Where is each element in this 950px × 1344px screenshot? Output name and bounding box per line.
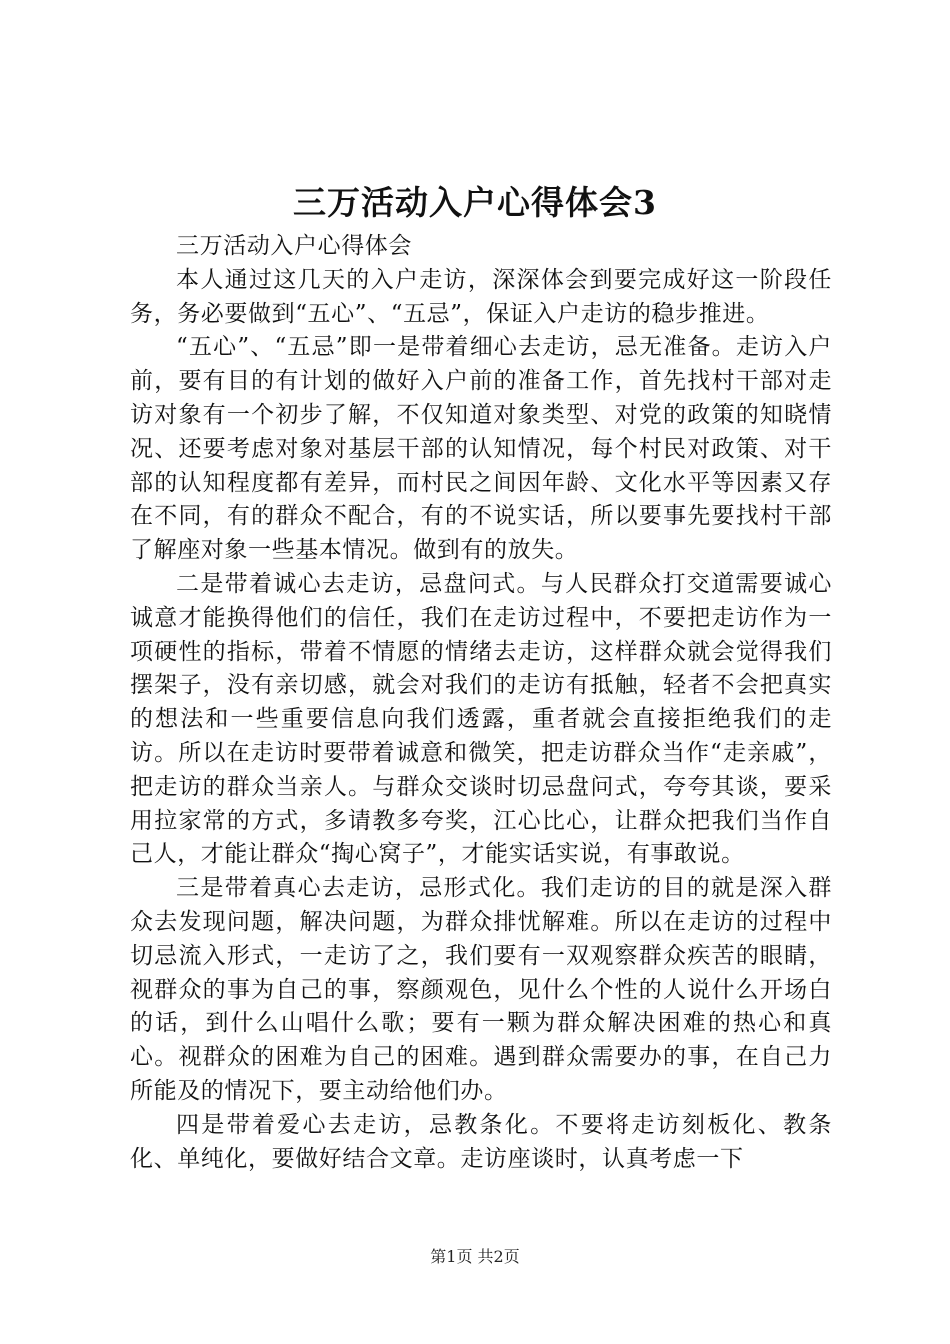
document-body	[130, 230, 832, 1176]
paragraph-point-one: “五心”、“五忌”即一是带着细心去走访，忌无准备。走访入户前，要有目的有计划的做好入户前的准备工作，首先找村干部对走访对象有一个初步了解，不仅知道对象类型、对党的政策的知晓情况、还要考虑对象对基层干部的认知情况，每个村民对政策、对干部的认知程度都有差异，而村民之间因年龄、文化水平等因素又存在不同，有的群众不配合，有的不说实话，所以要事先要找村干部了解座对象一些基本情况。做到有的放失。	[130, 334, 832, 564]
page-total: 共2页	[477, 1247, 520, 1266]
document-title: 三万活动入户心得体会3	[293, 183, 657, 222]
paragraph-point-three: 三是带着真心去走访，忌形式化。我们走访的目的就是深入群众去发现问题，解决问题，为群众排忧解难。所以在走访的过程中切忌流入形式，一走访了之，我们要有一双观察群众疾苦的眼睛，视群众的事为自己的事，察颜观色，见什么个性的人说什么开场白的话，到什么山唱什么歌；要有一颗为群众解决困难的热心和真心。视群众的困难为自己的困难。遇到群众需要办的事，在自己力所能及的情况下，要主动给他们办。	[130, 875, 832, 1104]
paragraph-intro: 本人通过这几天的入户走访，深深体会到要完成好这一阶段任务，务必要做到“五心”、“五忌”，保证入户走访的稳步推进。	[130, 266, 832, 327]
page-footer	[0, 1246, 950, 1268]
page-number: 第1页	[430, 1247, 473, 1266]
paragraph-point-two: 二是带着诚心去走访，忌盘问式。与人民群众打交道需要诚心诚意才能换得他们的信任，我们在走访过程中，不要把走访作为一项硬性的指标，带着不情愿的情绪去走访，这样群众就会觉得我们摆架子，没有亲切感，就会对我们的走访有抵触，轻者不会把真实的想法和一些重要信息向我们透露，重者就会直接拒绝我们的走访。所以在走访时要带着诚意和微笑，把走访群众当作“走亲戚”，把走访的群众当亲人。与群众交谈时切忌盘问式，夸夸其谈，要采用拉家常的方式，多请教多夸奖，江心比心，让群众把我们当作自己人，才能让群众“掏心窝子”，才能实话实说，有事敢说。	[130, 570, 832, 868]
document-subtitle: 三万活动入户心得体会	[176, 233, 412, 259]
paragraph-point-four: 四是带着爱心去走访，忌教条化。不要将走访刻板化、教条化、单纯化，要做好结合文章。走访座谈时，认真考虑一下	[130, 1111, 832, 1172]
